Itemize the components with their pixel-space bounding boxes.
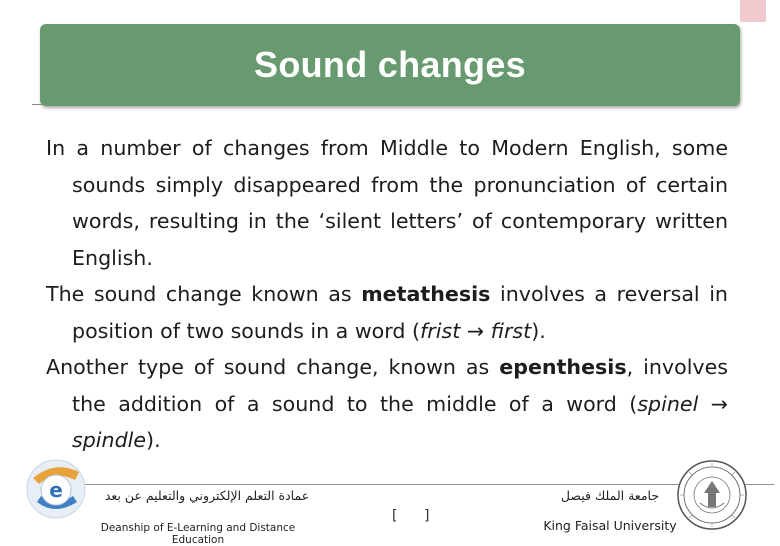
slide-title: Sound changes — [254, 44, 526, 85]
title-banner — [40, 24, 740, 106]
footer-deanship-english: Deanship of E-Learning and Distance Education — [100, 522, 296, 546]
example-to: spindle — [72, 428, 147, 452]
footer-university-arabic: جامعة الملك فيصل — [560, 488, 660, 503]
svg-text:e: e — [49, 478, 63, 502]
example-from: frist — [420, 318, 461, 343]
footer-university-english: King Faisal University — [543, 518, 677, 533]
paragraph-silent-letters: In a number of changes from Middle to Modern English, some sounds simply disappeared from the pronunciation of certain words, resulting in the ‘silent letters’ of contemporary written English. — [46, 136, 728, 270]
term-metathesis: metathesis — [361, 282, 491, 306]
term-epenthesis: epenthesis — [499, 355, 627, 379]
slide-body — [46, 130, 728, 459]
e-learning-logo-icon — [25, 458, 87, 520]
paragraph-metathesis: The sound change known as metathesis involves a reversal in position of two sounds in a word (frist → first). — [46, 282, 728, 343]
footer-divider — [74, 484, 774, 485]
paragraph-epenthesis: Another type of sound change, known as epenthesis, involves the addition of a sound to the middle of a word (spinel → spindle). — [46, 355, 728, 452]
example-from: spinel — [637, 391, 699, 416]
slide-footer — [0, 468, 780, 546]
corner-decoration — [740, 0, 766, 22]
page-number-open-bracket: [ — [392, 508, 398, 524]
page-number-close-bracket: ] — [424, 508, 430, 524]
banner-tick — [32, 104, 42, 105]
example-to: first — [490, 318, 532, 343]
university-seal-icon — [676, 459, 748, 531]
footer-deanship-arabic: عمادة التعلم الإلكتروني والتعليم عن بعد — [104, 488, 310, 503]
